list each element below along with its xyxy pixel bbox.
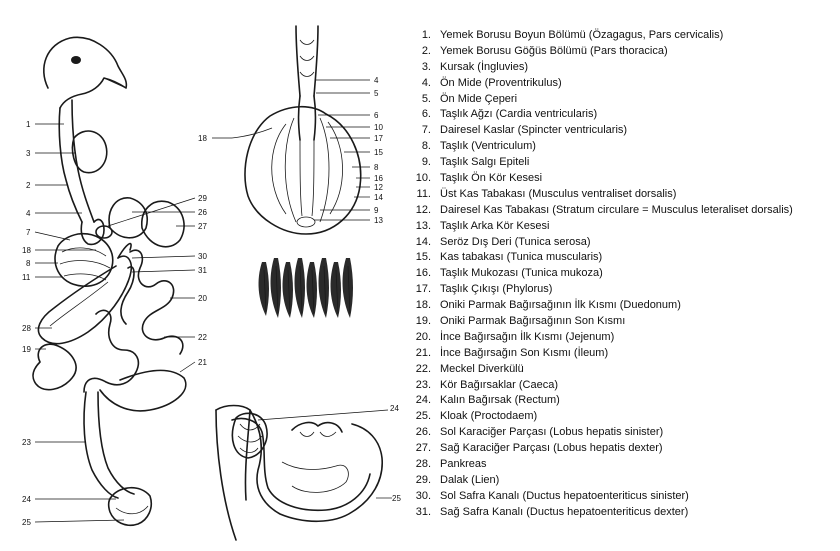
left-label: 24	[22, 495, 31, 504]
proventriculus	[81, 220, 104, 245]
legend-number: 25.	[415, 410, 431, 423]
legend-item	[405, 92, 837, 108]
legend-list	[405, 28, 837, 521]
legend-text: Oniki Parmak Bağırsağının İlk Kısmı (Duedonum)	[440, 299, 681, 312]
legend-text: İnce Bağırsağın İlk Kısmı (Jejenum)	[440, 330, 615, 343]
gizzard-label: 6	[374, 111, 379, 120]
gizzard-label: 18	[198, 134, 207, 143]
legend-number: 16.	[415, 267, 431, 280]
legend-text: Meckel Diverkülü	[440, 362, 524, 375]
legend-number: 3.	[421, 60, 431, 73]
legend-item	[405, 346, 837, 362]
legend-item	[405, 107, 837, 123]
legend-text: Yemek Borusu Boyun Bölümü (Özagagus, Pars cervicalis)	[440, 29, 724, 41]
legend-item	[405, 171, 837, 187]
esophagus	[59, 108, 82, 222]
legend-number: 7.	[421, 124, 431, 137]
legend-text: Dairesel Kas Tabakası (Stratum circulare = Musculus leteraliset dorsalis)	[440, 203, 793, 216]
cloaca-section-drawing	[216, 406, 382, 541]
gizzard-section-drawing	[232, 26, 361, 234]
bird-eye	[71, 56, 81, 64]
bird-head	[44, 37, 127, 108]
mucosa-detail-drawing	[258, 256, 360, 318]
left-label: 4	[26, 209, 31, 218]
right-labels	[198, 194, 207, 367]
legend-number: 23.	[415, 378, 431, 391]
legend-item	[405, 266, 837, 282]
legend-number: 28.	[415, 458, 431, 471]
legend-number: 27.	[415, 442, 431, 455]
legend-text: Kalın Bağırsak (Rectum)	[440, 394, 560, 407]
legend-number: 6.	[421, 108, 431, 121]
legend-number: 29.	[415, 473, 431, 486]
legend-text: Sol Safra Kanalı (Ductus hepatoenteriticus sinister)	[440, 489, 689, 502]
legend-item	[405, 409, 837, 425]
gizzard-label: 5	[374, 89, 379, 98]
legend-number: 24.	[415, 394, 431, 407]
left-label: 11	[22, 273, 31, 282]
legend-text: Kör Bağırsaklar (Caeca)	[440, 378, 558, 391]
legend-number: 17.	[415, 283, 431, 296]
legend-text: Sağ Karaciğer Parçası (Lobus hepatis dexter)	[440, 442, 663, 455]
left-label: 18	[22, 246, 31, 255]
legend-number: 15.	[415, 251, 431, 264]
gizzard-label: 15	[374, 148, 383, 157]
legend-number: 18.	[415, 299, 431, 312]
right-label: 29	[198, 194, 207, 203]
legend-number: 14.	[415, 235, 431, 248]
legend-item	[405, 378, 837, 394]
gizzard-section-outline	[245, 107, 361, 234]
legend-text: Ön Mide Çeperi	[440, 92, 518, 105]
left-leader-lines	[35, 124, 195, 522]
legend-item	[405, 250, 837, 266]
legend-text: Pankreas	[440, 458, 487, 471]
legend-number: 26.	[415, 426, 431, 439]
gizzard-label: 16	[374, 174, 383, 183]
cloaca-labels	[390, 404, 401, 503]
left-label: 25	[22, 518, 31, 527]
legend-item	[405, 393, 837, 409]
legend-number: 2.	[421, 44, 431, 57]
legend-number: 4.	[421, 76, 431, 89]
right-label: 31	[198, 266, 207, 275]
legend-item	[405, 60, 837, 76]
legend-item	[405, 203, 837, 219]
crop	[72, 131, 106, 173]
gizzard-label: 4	[374, 76, 379, 85]
gizzard-label: 12	[374, 183, 383, 192]
legend-item	[405, 139, 837, 155]
legend-text: Ön Mide (Proventrikulus)	[440, 76, 562, 89]
legend-number: 12.	[415, 203, 431, 216]
gizzard-label: 17	[374, 134, 383, 143]
legend-text: Sol Karaciğer Parçası (Lobus hepatis sinister)	[440, 426, 664, 439]
legend-item	[405, 298, 837, 314]
legend-item	[405, 314, 837, 330]
legend-text: Kursak (İngluvies)	[440, 60, 529, 73]
gizzard-label: 14	[374, 193, 383, 202]
legend-item	[405, 330, 837, 346]
legend-item	[405, 282, 837, 298]
gizzard-label: 10	[374, 123, 383, 132]
legend-text: Oniki Parmak Bağırsağının Son Kısmı	[440, 315, 626, 328]
legend-text: Taşlık (Ventriculum)	[440, 140, 536, 153]
legend-item	[405, 473, 837, 489]
left-label: 2	[26, 181, 31, 190]
legend-text: Taşlık Mukozası (Tunica mukoza)	[440, 267, 603, 280]
right-label: 26	[198, 208, 207, 217]
legend-number: 5.	[421, 92, 431, 105]
legend-item	[405, 235, 837, 251]
legend-item	[405, 187, 837, 203]
legend-text: Taşlık Ağzı (Cardia ventricularis)	[440, 108, 598, 121]
legend-number: 8.	[421, 140, 431, 153]
left-label: 3	[26, 149, 31, 158]
digestive-tract-drawing	[33, 37, 186, 525]
legend-number: 9.	[421, 156, 431, 169]
legend-number: 10.	[415, 172, 431, 185]
legend-item	[405, 505, 837, 521]
left-label: 8	[26, 259, 31, 268]
right-label: 30	[198, 252, 207, 261]
right-label: 21	[198, 358, 207, 367]
legend-text: İnce Bağırsağın Son Kısmı (İleum)	[440, 346, 609, 359]
legend-item	[405, 28, 837, 44]
legend-item	[405, 425, 837, 441]
gizzard-label: 13	[374, 216, 383, 225]
gizzard-label: 9	[374, 206, 379, 215]
legend-item	[405, 441, 837, 457]
ileum	[33, 344, 76, 389]
legend-item	[405, 489, 837, 505]
cloaca-label: 25	[392, 494, 401, 503]
legend-text: Dalak (Lien)	[440, 473, 500, 486]
legend-text: Taşlık Salgı Epiteli	[440, 156, 530, 169]
left-label: 28	[22, 324, 31, 333]
legend-text: Taşlık Ön Kör Kesesi	[440, 172, 543, 185]
legend-number: 20.	[415, 330, 431, 343]
legend-number: 21.	[415, 346, 431, 359]
legend-text: Yemek Borusu Göğüs Bölümü (Pars thoracica)	[440, 44, 668, 57]
right-label: 20	[198, 294, 207, 303]
legend-text: Kas tabakası (Tunica muscularis)	[440, 251, 603, 264]
legend-item	[405, 123, 837, 139]
cloaca-label: 24	[390, 404, 399, 413]
legend-text: Kloak (Proctodaem)	[440, 410, 538, 423]
legend-number: 11.	[416, 187, 431, 200]
legend-item	[405, 457, 837, 473]
left-labels	[22, 120, 31, 527]
legend-item	[405, 76, 837, 92]
legend-number: 22.	[415, 362, 431, 375]
right-label: 27	[198, 222, 207, 231]
gizzard	[55, 234, 113, 286]
legend-text: Seröz Dış Deri (Tunica serosa)	[440, 235, 591, 248]
right-label: 22	[198, 333, 207, 342]
digestive-system-figure	[0, 0, 400, 551]
legend-number: 19.	[415, 315, 431, 328]
legend-item	[405, 219, 837, 235]
legend-text: Sağ Safra Kanalı (Ductus hepatoenteriticus dexter)	[440, 505, 689, 518]
left-label: 7	[26, 228, 31, 237]
legend-item	[405, 155, 837, 171]
legend-text: Taşlık Çıkışı (Phylorus)	[440, 283, 553, 296]
left-label: 19	[22, 345, 31, 354]
legend-number: 30.	[415, 489, 431, 502]
legend-text: Taşlık Arka Kör Kesesi	[440, 219, 550, 232]
legend-item	[405, 362, 837, 378]
gizzard-leader-lines	[212, 80, 370, 220]
caeca	[100, 370, 186, 411]
gizzard-label: 8	[374, 163, 379, 172]
left-label: 23	[22, 438, 31, 447]
legend-text: Dairesel Kaslar (Spincter ventricularis)	[440, 124, 628, 137]
legend-number: 1.	[421, 29, 431, 41]
legend-number: 31.	[415, 505, 431, 518]
jejunum	[130, 250, 183, 354]
left-label: 1	[26, 120, 31, 129]
liver-left-lobe	[109, 198, 147, 238]
legend-item	[405, 44, 837, 60]
legend-text: Üst Kas Tabakası (Musculus ventraliset dorsalis)	[440, 187, 677, 200]
legend-number: 13.	[415, 219, 431, 232]
